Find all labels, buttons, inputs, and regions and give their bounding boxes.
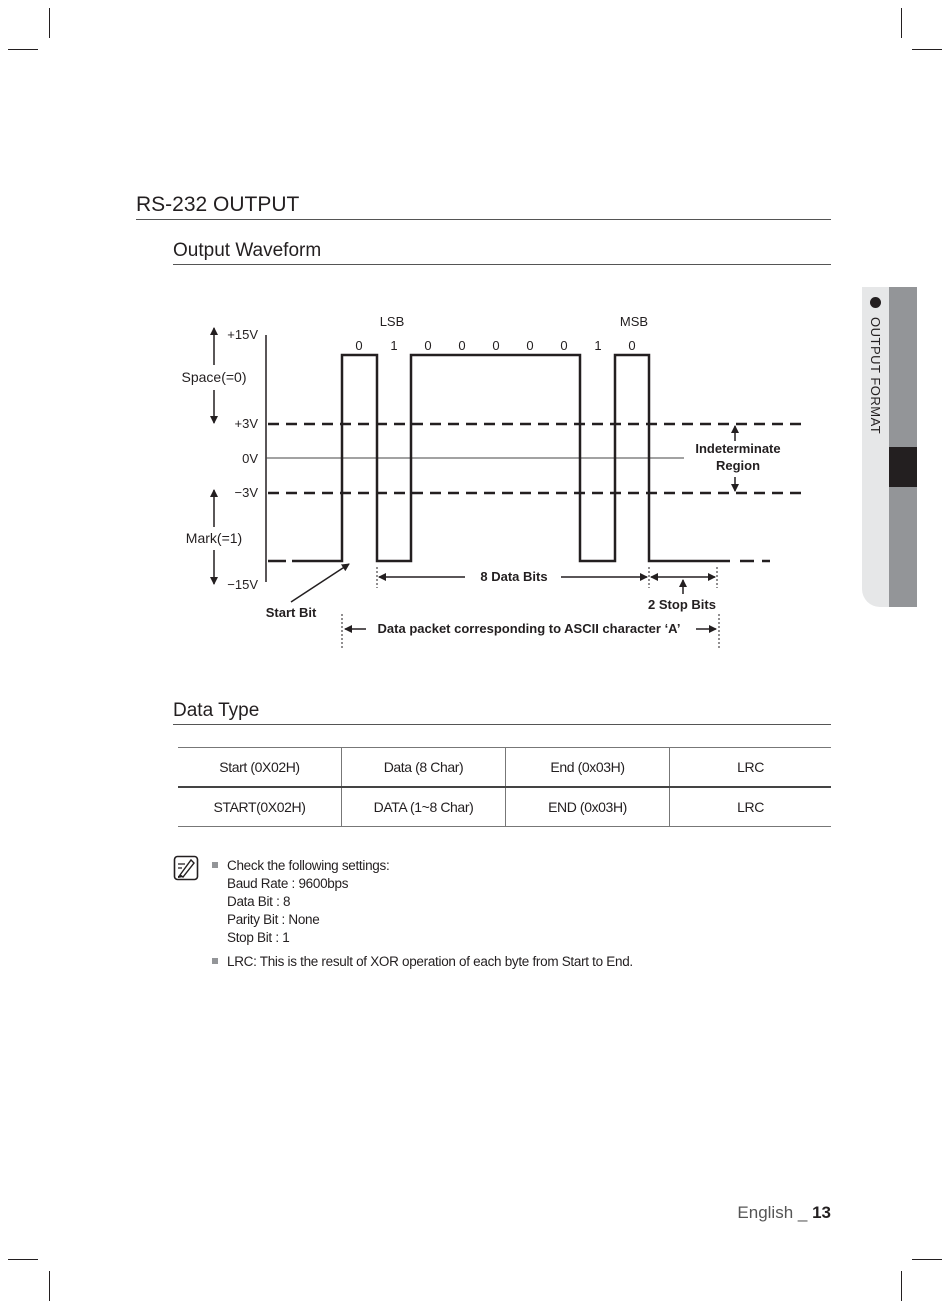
page-footer bbox=[737, 1203, 831, 1223]
bit-value: 1 bbox=[390, 338, 398, 353]
note-line: Baud Rate : 9600bps bbox=[227, 876, 349, 891]
waveform-title: Output Waveform bbox=[173, 239, 831, 265]
note-line: Stop Bit : 1 bbox=[227, 930, 290, 945]
note-item bbox=[210, 857, 830, 947]
crop-mark bbox=[901, 1271, 902, 1301]
start-bit-pointer bbox=[291, 564, 349, 602]
voltage-minus3: −3V bbox=[234, 485, 258, 500]
table-row bbox=[178, 748, 831, 788]
memo-pen-icon bbox=[173, 855, 199, 881]
voltage-plus15: +15V bbox=[227, 327, 258, 342]
bit-value: 1 bbox=[594, 338, 602, 353]
start-bit-label: Start Bit bbox=[265, 605, 317, 620]
crop-mark bbox=[912, 1259, 942, 1260]
bit-value: 0 bbox=[355, 338, 363, 353]
note-line: Check the following settings: bbox=[227, 858, 390, 873]
data-type-title: Data Type bbox=[173, 699, 831, 725]
note-line: Data Bit : 8 bbox=[227, 894, 291, 909]
section-title: RS-232 OUTPUT bbox=[136, 192, 831, 220]
indeterminate-label-region: Region bbox=[715, 458, 761, 473]
bit-value: 0 bbox=[424, 338, 432, 353]
side-tab-label: OUTPUT FORMAT bbox=[868, 317, 883, 435]
space-label: Space(=0) bbox=[181, 369, 247, 385]
bit-value: 0 bbox=[526, 338, 534, 353]
data-bits-label: 8 Data Bits bbox=[480, 569, 548, 584]
table-cell: END (0x03H) bbox=[506, 787, 670, 827]
crop-mark bbox=[8, 1259, 38, 1260]
table-cell: Data (8 Char) bbox=[342, 748, 506, 788]
footer-language: English _ bbox=[737, 1203, 813, 1222]
data-type-table bbox=[178, 747, 831, 827]
voltage-plus3: +3V bbox=[234, 416, 258, 431]
bit-value: 0 bbox=[492, 338, 500, 353]
square-bullet-icon bbox=[212, 862, 218, 868]
voltage-zero: 0V bbox=[242, 451, 258, 466]
voltage-minus15: −15V bbox=[227, 577, 258, 592]
note-item bbox=[210, 953, 830, 971]
table-cell: Start (0X02H) bbox=[178, 748, 342, 788]
table-cell: LRC bbox=[670, 748, 832, 788]
msb-label: MSB bbox=[619, 314, 649, 329]
table-cell: DATA (1~8 Char) bbox=[342, 787, 506, 827]
table-row bbox=[178, 787, 831, 827]
stop-bits-label: 2 Stop Bits bbox=[648, 597, 716, 612]
note-line: LRC: This is the result of XOR operation of each byte from Start to End. bbox=[227, 954, 633, 969]
bit-value: 0 bbox=[560, 338, 568, 353]
indeterminate-label: Indeterminate bbox=[695, 441, 781, 456]
square-bullet-icon bbox=[212, 958, 218, 964]
mark-label: Mark(=1) bbox=[185, 530, 243, 546]
crop-mark bbox=[49, 1271, 50, 1301]
bit-value: 0 bbox=[628, 338, 636, 353]
lsb-label: LSB bbox=[379, 314, 405, 329]
bit-value: 0 bbox=[458, 338, 466, 353]
page-number: 13 bbox=[812, 1203, 831, 1222]
table-cell: START(0X02H) bbox=[178, 787, 342, 827]
table-cell: End (0x03H) bbox=[506, 748, 670, 788]
note-line: Parity Bit : None bbox=[227, 912, 320, 927]
table-cell: LRC bbox=[670, 787, 832, 827]
packet-label: Data packet corresponding to ASCII character ‘A’ bbox=[377, 621, 681, 636]
notes-list bbox=[210, 857, 830, 977]
